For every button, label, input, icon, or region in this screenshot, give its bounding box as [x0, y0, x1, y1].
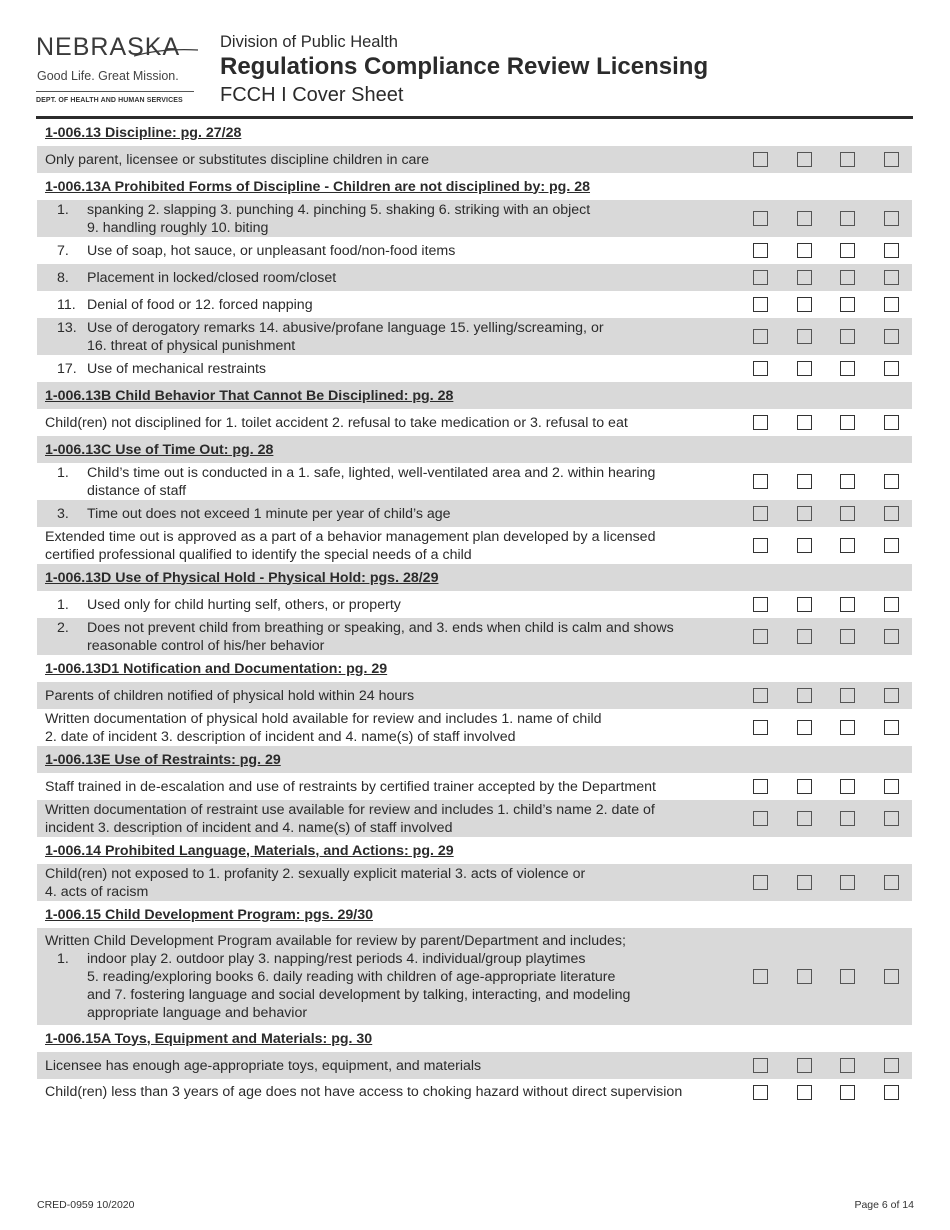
checkbox-group — [753, 291, 927, 318]
checkbox-3[interactable] — [840, 1058, 855, 1073]
item-line: incident 3. description of incident and 4. name(s) of staff involved — [45, 819, 453, 836]
form-id: CRED-0959 10/2020 — [37, 1199, 135, 1211]
item-lead-text: Written Child Development Program available for review by parent/Department and includes; — [45, 932, 626, 949]
checklist-row — [37, 928, 912, 1025]
checkbox-2[interactable] — [797, 597, 812, 612]
checkbox-2[interactable] — [797, 329, 812, 344]
item-body — [87, 319, 604, 355]
checkbox-4[interactable] — [884, 329, 899, 344]
item-body — [87, 464, 655, 500]
checkbox-3[interactable] — [840, 811, 855, 826]
checkbox-3[interactable] — [840, 1085, 855, 1100]
checkbox-group — [753, 463, 927, 500]
checklist-row — [37, 1079, 912, 1105]
item-number: 1. — [57, 201, 69, 218]
header-titles — [220, 32, 708, 108]
checkbox-2[interactable] — [797, 415, 812, 430]
checkbox-3[interactable] — [840, 538, 855, 553]
checkbox-4[interactable] — [884, 688, 899, 703]
section-title: 1-006.13D Use of Physical Hold - Physical Hold: pgs. 28/29 — [45, 569, 439, 586]
checkbox-group — [753, 618, 927, 655]
item-text — [37, 596, 737, 614]
header-divider — [36, 116, 913, 119]
item-text — [37, 269, 737, 287]
item-line: 2. date of incident 3. description of incident and 4. name(s) of staff involved — [45, 728, 516, 745]
checklist-row — [37, 1052, 912, 1079]
checkbox-group — [753, 800, 927, 837]
checkbox-2[interactable] — [797, 297, 812, 312]
item-text — [37, 619, 737, 655]
checkbox-2[interactable] — [797, 779, 812, 794]
checkbox-1[interactable] — [753, 506, 768, 521]
checkbox-1[interactable] — [753, 243, 768, 258]
checklist-row — [37, 527, 912, 564]
item-line: 5. reading/exploring books 6. daily reading with children of age-appropriate literature — [87, 968, 616, 985]
checkbox-4[interactable] — [884, 969, 899, 984]
section-header — [37, 564, 912, 591]
item-line: Child(ren) not exposed to 1. profanity 2. sexually explicit material 3. acts of violence or — [45, 865, 586, 882]
item-line: 4. acts of racism — [45, 883, 149, 900]
item-text — [37, 201, 737, 237]
checkbox-1[interactable] — [753, 297, 768, 312]
section-title: 1-006.13E Use of Restraints: pg. 29 — [45, 751, 281, 768]
item-text: Licensee has enough age-appropriate toys, equipment, and materials — [45, 1057, 482, 1074]
item-body: Placement in locked/closed room/closet — [87, 269, 337, 286]
section-title: 1-006.13D1 Notification and Documentation: pg. 29 — [45, 660, 388, 677]
checklist-row — [37, 618, 912, 655]
item-body — [87, 201, 590, 237]
item-body: Time out does not exceed 1 minute per year of child’s age — [87, 505, 451, 522]
checkbox-1[interactable] — [753, 152, 768, 167]
section-title: 1-006.13C Use of Time Out: pg. 28 — [45, 441, 274, 458]
checkbox-3[interactable] — [840, 506, 855, 521]
item-text — [37, 360, 737, 378]
logo-department: DEPT. OF HEALTH AND HUMAN SERVICES — [36, 97, 183, 104]
section-title: 1-006.13A Prohibited Forms of Discipline - Children are not disciplined by: pg. 28 — [45, 178, 591, 195]
section-title: 1-006.15A Toys, Equipment and Materials: pg. 30 — [45, 1030, 373, 1047]
checkbox-4[interactable] — [884, 597, 899, 612]
checkbox-2[interactable] — [797, 506, 812, 521]
checkbox-4[interactable] — [884, 474, 899, 489]
item-line: 9. handling roughly 10. biting — [87, 219, 269, 236]
item-line: 16. threat of physical punishment — [87, 337, 296, 354]
checklist-row — [37, 864, 912, 901]
item-text — [37, 505, 737, 523]
item-number: 11. — [57, 296, 76, 313]
checkbox-2[interactable] — [797, 243, 812, 258]
checkbox-4[interactable] — [884, 415, 899, 430]
checkbox-4[interactable] — [884, 875, 899, 890]
checkbox-2[interactable] — [797, 538, 812, 553]
item-text — [37, 296, 737, 314]
checkbox-3[interactable] — [840, 629, 855, 644]
logo-divider — [36, 91, 194, 92]
section-header — [37, 173, 912, 200]
item-number: 1. — [57, 950, 69, 967]
checkbox-3[interactable] — [840, 720, 855, 735]
item-line: Extended time out is approved as a part of a behavior management plan developed by a licensed — [45, 528, 656, 545]
checkbox-2[interactable] — [797, 688, 812, 703]
checkbox-4[interactable] — [884, 779, 899, 794]
checkbox-4[interactable] — [884, 243, 899, 258]
item-line: indoor play 2. outdoor play 3. napping/rest periods 4. individual/group playtimes — [87, 950, 586, 967]
item-text: Child(ren) not disciplined for 1. toilet accident 2. refusal to take medication or 3. refusal to eat — [45, 414, 628, 431]
checkbox-4[interactable] — [884, 811, 899, 826]
checkbox-3[interactable] — [840, 875, 855, 890]
page-number: Page 6 of 14 — [854, 1199, 914, 1211]
item-text: Staff trained in de-escalation and use of restraints by certified trainer accepted by the Department — [45, 778, 656, 795]
checkbox-group — [753, 864, 927, 901]
checklist-row — [37, 682, 912, 709]
checkbox-group — [753, 682, 927, 709]
logo-swoosh-icon — [132, 34, 202, 64]
page-title: Regulations Compliance Review Licensing — [220, 53, 709, 80]
section-title: 1-006.13B Child Behavior That Cannot Be Disciplined: pg. 28 — [45, 387, 454, 404]
checkbox-group — [753, 318, 927, 355]
checkbox-group — [753, 1052, 927, 1079]
checkbox-4[interactable] — [884, 270, 899, 285]
checkbox-4[interactable] — [884, 506, 899, 521]
checkbox-2[interactable] — [797, 875, 812, 890]
checkbox-group — [753, 237, 927, 264]
item-line: Written documentation of restraint use available for review and includes 1. child’s name 2. date of — [45, 801, 655, 818]
section-title: 1-006.15 Child Development Program: pgs. 29/30 — [45, 906, 374, 923]
item-line: distance of staff — [87, 482, 187, 499]
item-line: certified professional qualified to identify the special needs of a child — [45, 546, 472, 563]
checkbox-1[interactable] — [753, 1058, 768, 1073]
checkbox-1[interactable] — [753, 361, 768, 376]
checklist-row — [37, 355, 912, 382]
checkbox-3[interactable] — [840, 329, 855, 344]
checkbox-group — [753, 146, 927, 173]
checkbox-4[interactable] — [884, 1085, 899, 1100]
checklist-row — [37, 409, 912, 436]
checkbox-2[interactable] — [797, 361, 812, 376]
checklist-row — [37, 463, 912, 500]
item-number: 3. — [57, 505, 69, 522]
checkbox-1[interactable] — [753, 415, 768, 430]
logo-wordmark: NEBRASKA — [36, 33, 181, 61]
checkbox-1[interactable] — [753, 779, 768, 794]
checkbox-4[interactable] — [884, 152, 899, 167]
checkbox-group — [753, 500, 927, 527]
checkbox-2[interactable] — [797, 152, 812, 167]
checklist-row — [37, 291, 912, 318]
checkbox-2[interactable] — [797, 211, 812, 226]
item-body: Used only for child hurting self, others, or property — [87, 596, 401, 613]
checkbox-2[interactable] — [797, 474, 812, 489]
checkbox-4[interactable] — [884, 361, 899, 376]
item-text — [37, 464, 737, 500]
checkbox-4[interactable] — [884, 297, 899, 312]
section-header — [37, 382, 912, 409]
item-number: 8. — [57, 269, 69, 286]
checkbox-2[interactable] — [797, 629, 812, 644]
checkbox-3[interactable] — [840, 243, 855, 258]
section-title: 1-006.14 Prohibited Language, Materials, and Actions: pg. 29 — [45, 842, 454, 859]
checkbox-2[interactable] — [797, 969, 812, 984]
checklist-row — [37, 500, 912, 527]
section-header — [37, 436, 912, 463]
section-header — [37, 837, 912, 864]
checkbox-3[interactable] — [840, 361, 855, 376]
checkbox-group — [753, 591, 927, 618]
item-line: Does not prevent child from breathing or speaking, and 3. ends when child is calm and shows — [87, 619, 674, 636]
checkbox-group — [753, 928, 927, 1025]
checkbox-3[interactable] — [840, 270, 855, 285]
checkbox-1[interactable] — [753, 597, 768, 612]
checkbox-3[interactable] — [840, 969, 855, 984]
item-body — [87, 950, 630, 1022]
item-number: 7. — [57, 242, 69, 259]
section-header — [37, 746, 912, 773]
checkbox-4[interactable] — [884, 538, 899, 553]
item-text — [37, 932, 737, 1022]
checklist-row — [37, 318, 912, 355]
item-text — [37, 528, 737, 564]
checkbox-2[interactable] — [797, 720, 812, 735]
checklist-row — [37, 200, 912, 237]
checkbox-3[interactable] — [840, 597, 855, 612]
item-number: 1. — [57, 464, 69, 481]
checklist-row — [37, 709, 912, 746]
item-text — [37, 319, 737, 355]
section-header — [37, 655, 912, 682]
item-text: Child(ren) less than 3 years of age does not have access to choking hazard without direct supervision — [45, 1084, 683, 1100]
checkbox-1[interactable] — [753, 688, 768, 703]
item-text: Only parent, licensee or substitutes discipline children in care — [45, 151, 430, 168]
item-number: 13. — [57, 319, 77, 336]
checkbox-group — [753, 355, 927, 382]
checkbox-3[interactable] — [840, 474, 855, 489]
page-header — [36, 30, 914, 114]
page-subtitle: FCCH I Cover Sheet — [220, 84, 404, 106]
checkbox-4[interactable] — [884, 629, 899, 644]
item-text: Parents of children notified of physical hold within 24 hours — [45, 687, 415, 704]
checkbox-1[interactable] — [753, 211, 768, 226]
checkbox-2[interactable] — [797, 270, 812, 285]
checkbox-2[interactable] — [797, 1058, 812, 1073]
checkbox-1[interactable] — [753, 474, 768, 489]
checklist-row — [37, 146, 912, 173]
checkbox-group — [753, 200, 927, 237]
item-line: and 7. fostering language and social development by talking, interacting, and modeling — [87, 986, 631, 1003]
checklist-row — [37, 800, 912, 837]
checkbox-1[interactable] — [753, 538, 768, 553]
checkbox-1[interactable] — [753, 875, 768, 890]
checklist-table — [37, 120, 912, 1105]
checkbox-3[interactable] — [840, 688, 855, 703]
checkbox-1[interactable] — [753, 629, 768, 644]
checkbox-1[interactable] — [753, 1085, 768, 1100]
item-body — [87, 619, 674, 655]
item-text — [37, 865, 737, 901]
checkbox-3[interactable] — [840, 415, 855, 430]
checkbox-4[interactable] — [884, 211, 899, 226]
nebraska-dhhs-logo — [36, 30, 201, 110]
item-number: 2. — [57, 619, 69, 636]
checklist-row — [37, 264, 912, 291]
checkbox-3[interactable] — [840, 152, 855, 167]
item-text — [37, 801, 737, 837]
item-body: Use of mechanical restraints — [87, 360, 266, 377]
item-body: Use of soap, hot sauce, or unpleasant food/non-food items — [87, 242, 456, 259]
checkbox-1[interactable] — [753, 270, 768, 285]
item-text — [37, 710, 737, 746]
checkbox-2[interactable] — [797, 1085, 812, 1100]
checkbox-2[interactable] — [797, 811, 812, 826]
item-text — [37, 242, 737, 260]
item-number: 17. — [57, 360, 77, 377]
item-line: appropriate language and behavior — [87, 1004, 308, 1021]
checkbox-4[interactable] — [884, 1058, 899, 1073]
section-header — [37, 1025, 912, 1052]
section-title: 1-006.13 Discipline: pg. 27/28 — [45, 125, 242, 141]
checkbox-1[interactable] — [753, 969, 768, 984]
item-line: spanking 2. slapping 3. punching 4. pinching 5. shaking 6. striking with an object — [87, 201, 591, 218]
checkbox-1[interactable] — [753, 720, 768, 735]
checkbox-group — [753, 1079, 927, 1105]
checkbox-group — [753, 527, 927, 564]
checkbox-1[interactable] — [753, 811, 768, 826]
checkbox-4[interactable] — [884, 720, 899, 735]
checkbox-group — [753, 709, 927, 746]
checkbox-1[interactable] — [753, 329, 768, 344]
item-line: Written documentation of physical hold available for review and includes 1. name of child — [45, 710, 602, 727]
checkbox-3[interactable] — [840, 297, 855, 312]
section-header — [37, 120, 912, 146]
checkbox-3[interactable] — [840, 779, 855, 794]
checklist-row — [37, 773, 912, 800]
item-number: 1. — [57, 596, 69, 613]
item-line: Use of derogatory remarks 14. abusive/profane language 15. yelling/screaming, or — [87, 319, 604, 336]
checkbox-group — [753, 409, 927, 436]
checkbox-group — [753, 773, 927, 800]
division-name: Division of Public Health — [220, 33, 398, 51]
checkbox-3[interactable] — [840, 211, 855, 226]
item-line: reasonable control of his/her behavior — [87, 637, 325, 654]
checklist-row — [37, 591, 912, 618]
section-header — [37, 901, 912, 928]
item-numbered-block — [45, 950, 737, 1022]
checklist-row — [37, 237, 912, 264]
item-body: Denial of food or 12. forced napping — [87, 296, 313, 313]
item-line: Child’s time out is conducted in a 1. safe, lighted, well-ventilated area and 2. within hearing — [87, 464, 656, 481]
checkbox-group — [753, 264, 927, 291]
logo-tagline: Good Life. Great Mission. — [37, 69, 179, 83]
